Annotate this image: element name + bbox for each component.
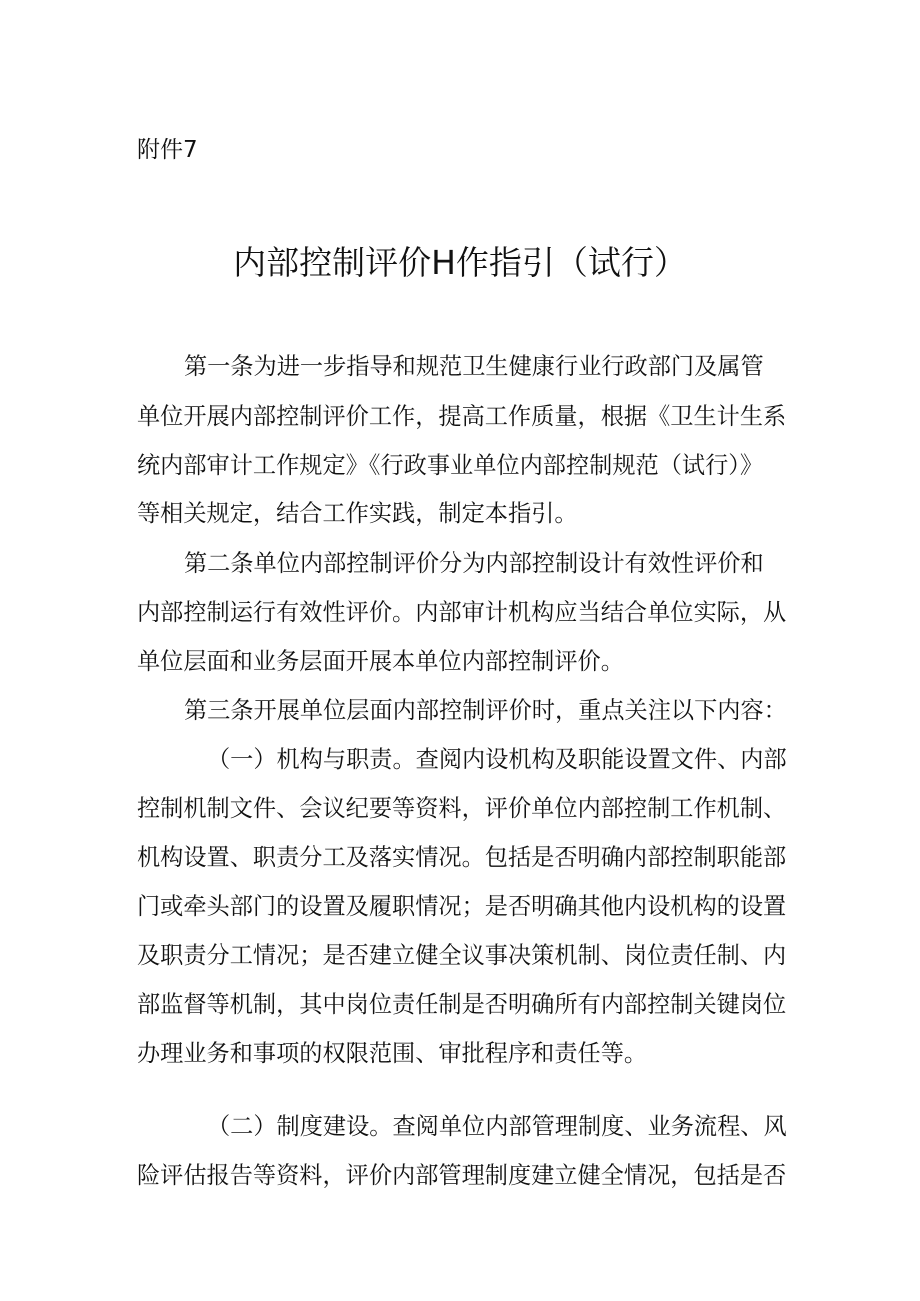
paragraph-line: 第二条单位内部控制评价分为内部控制设计有效性评价和 <box>184 550 764 577</box>
paragraph-line: 统内部审计工作规定》《行政事业单位内部控制规范（试行）》 <box>137 452 764 479</box>
paragraph-line: 机构设置、职责分工及落实情况。包括是否明确内部控制职能部 <box>137 844 787 871</box>
paragraph-line: 部监督等机制，其中岗位责任制是否明确所有内部控制关键岗位 <box>137 991 787 1018</box>
paragraph-line: 门或牵头部门的设置及履职情况；是否明确其他内设机构的设置 <box>137 893 787 920</box>
paragraph-line: 及职责分工情况；是否建立健全议事决策机制、岗位责任制、内 <box>137 942 787 969</box>
paragraph-line: 单位开展内部控制评价工作，提高工作质量，根据《卫生计生系 <box>137 403 787 430</box>
paragraph-line: （一）机构与职责。查阅内设机构及职能设置文件、内部 <box>207 746 787 773</box>
paragraph-line: 险评估报告等资料，评价内部管理制度建立健全情况，包括是否 <box>137 1162 787 1189</box>
paragraph-line: 等相关规定，结合工作实践，制定本指引。 <box>137 500 578 527</box>
paragraph-line: 第一条为进一步指导和规范卫生健康行业行政部门及属管 <box>184 353 764 380</box>
attachment-label: 附件7 <box>137 137 198 163</box>
document-title: 内部控制评价H作指引（试行） <box>233 243 687 282</box>
paragraph-line: 办理业务和事项的权限范围、审批程序和责任等。 <box>137 1040 648 1067</box>
paragraph-line: 内部控制运行有效性评价。内部审计机构应当结合单位实际，从 <box>137 599 787 626</box>
paragraph-line: 第三条开展单位层面内部控制评价时，重点关注以下内容： <box>184 697 787 724</box>
paragraph-line: 控制机制文件、会议纪要等资料，评价单位内部控制工作机制、 <box>137 795 787 822</box>
paragraph-line: 单位层面和业务层面开展本单位内部控制评价。 <box>137 648 624 675</box>
paragraph-line: （二）制度建设。查阅单位内部管理制度、业务流程、风 <box>207 1113 787 1140</box>
